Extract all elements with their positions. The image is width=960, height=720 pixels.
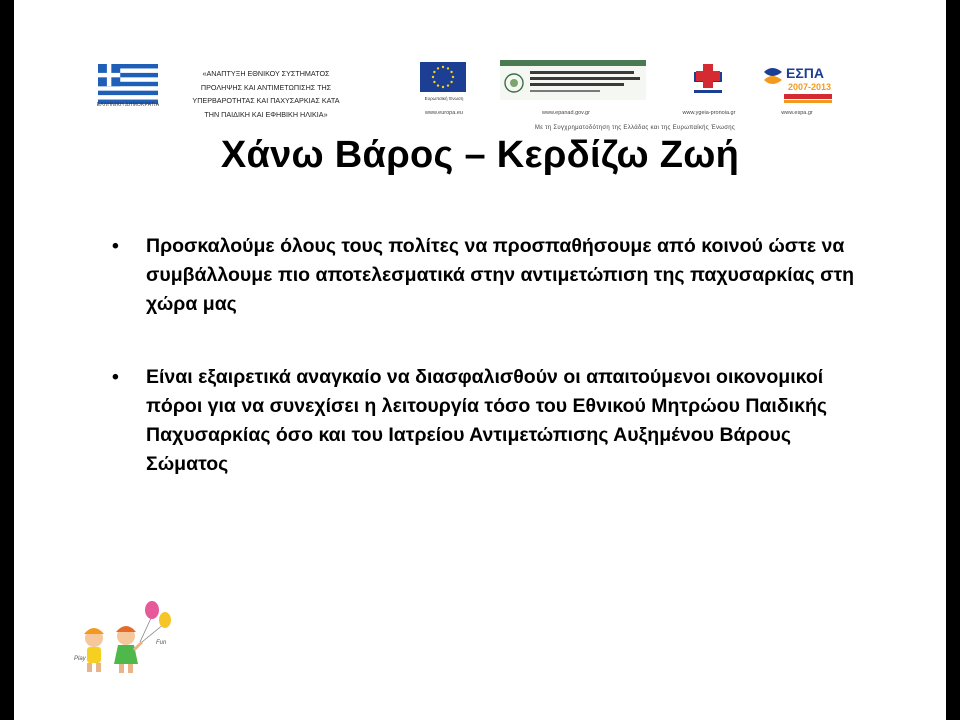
eu-url: www.europa.eu	[425, 110, 463, 116]
bullet-item	[112, 363, 872, 479]
kids-balloons-icon	[60, 598, 190, 678]
bullet-list	[112, 232, 872, 479]
op-logo-icon	[500, 60, 646, 100]
greek-flag-icon	[90, 64, 166, 104]
program-line: ΠΡΟΛΗΨΗΣ ΚΑΙ ΑΝΤΙΜΕΤΩΠΙΣΗΣ ΤΗΣ	[200, 82, 332, 92]
bullet-dot: •	[112, 366, 119, 388]
bullet-dot: •	[112, 235, 119, 257]
bullet-item	[112, 232, 872, 319]
slide	[14, 0, 946, 720]
bullet-text: Προσκαλούμε όλους τους πολίτες να προσπαθήσουμε από κοινού ώστε να συμβάλλουμε πιο αποτελεσματικά στην αντιμετώπιση της παχυσαρκίας στη χώρα μας	[146, 235, 855, 315]
svg-text:Fun: Fun	[156, 640, 167, 646]
slide-title: Χάνω Βάρος – Κερδίζω Ζωή	[220, 134, 740, 176]
program-line: ΥΠΕΡΒΑΡΟΤΗΤΑΣ ΚΑΙ ΠΑΧΥΣΑΡΚΙΑΣ ΚΑΤΑ	[192, 96, 340, 105]
eu-flag-icon	[420, 62, 466, 92]
program-title	[182, 67, 350, 121]
svg-text:Play: Play	[74, 656, 86, 662]
flag-caption: ΕΛΛΗΝΙΚΗ ΔΗΜΟΚΡΑΤΙΑ	[96, 102, 160, 108]
svg-text:2007-2013: 2007-2013	[788, 82, 832, 92]
espa-url: www.espa.gr	[781, 110, 813, 116]
espa-logo-icon	[762, 62, 834, 106]
cofunding-note: Με τη Συγχρηματοδότηση της Ελλάδας και της Ευρωπαϊκής Ένωσης	[534, 125, 736, 131]
health-ministry-icon	[690, 62, 726, 98]
bullet-text: Είναι εξαιρετικά αναγκαίο να διασφαλισθούν οι απαιτούμενοι οικονομικοί πόροι για να συνεχίσει η λειτουργία τόσο του Εθνικού Μητρώου Παιδικής Παχυσαρκίας όσο και του Ιατρείου Αντιμετώπισης Αυξημένου Βάρους Σώματος	[146, 366, 827, 475]
svg-text:ΕΣΠΑ: ΕΣΠΑ	[786, 65, 824, 81]
eu-caption: Ευρωπαϊκή Ένωση	[424, 96, 464, 101]
program-line: ΤΗΝ ΠΑΙΔΙΚΗ ΚΑΙ ΕΦΗΒΙΚΗ ΗΛΙΚΙΑ»	[204, 109, 328, 119]
health-url: www.ygeia-pronoia.gr	[682, 110, 736, 116]
program-line: «ΑΝΑΠΤΥΞΗ ΕΘΝΙΚΟΥ ΣΥΣΤΗΜΑΤΟΣ	[202, 69, 330, 78]
op-url: www.epanad.gov.gr	[542, 110, 590, 116]
